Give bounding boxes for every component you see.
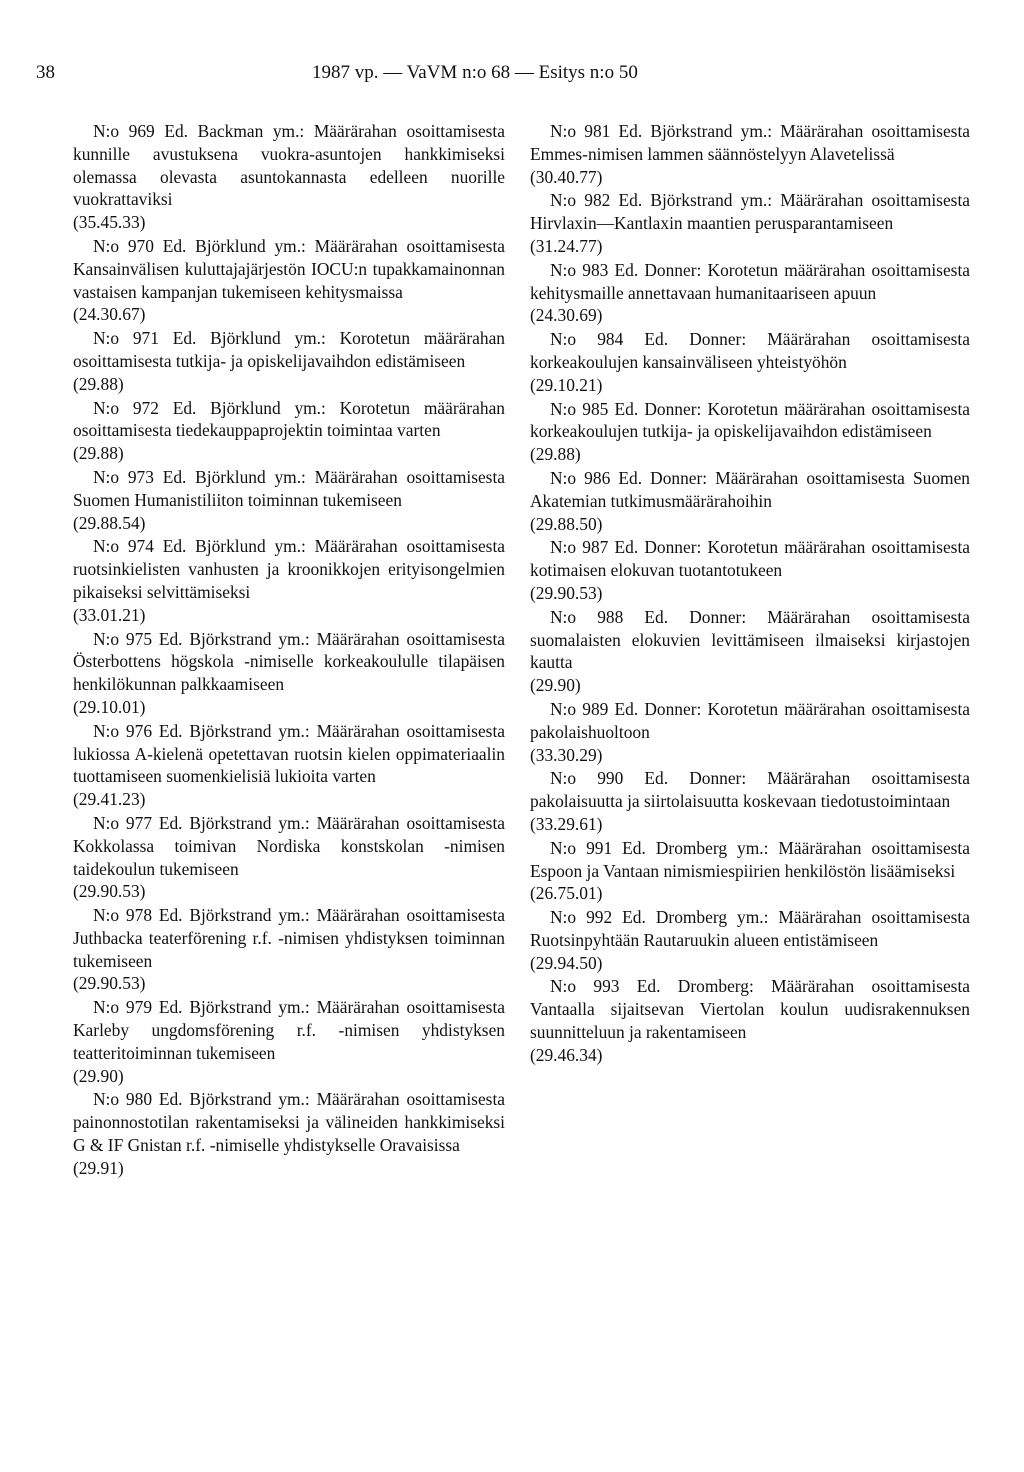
entry-budget-code: (29.90)	[73, 1065, 124, 1086]
entry-971	[73, 327, 505, 395]
entry-975	[73, 628, 505, 719]
entry-974	[73, 535, 505, 626]
page-header	[36, 62, 736, 92]
entry-description: N:o 972 Ed. Björklund ym.: Korotetun määrärahan osoittamisesta tiedekauppaprojektin toimintaa varten	[73, 397, 505, 441]
entry-budget-code: (29.10.21)	[530, 374, 603, 395]
entry-budget-code: (29.88)	[73, 373, 124, 394]
entry-description: N:o 993 Ed. Dromberg: Määrärahan osoittamisesta Vantaalla sijaitsevan Viertolan koulun uudisrakennuksen suunnitteluun ja rakentamiseen	[530, 976, 970, 1043]
entry-989	[530, 698, 970, 766]
entry-992	[530, 906, 970, 974]
entry-988	[530, 606, 970, 697]
entry-969	[73, 120, 505, 234]
entry-description: N:o 989 Ed. Donner: Korotetun määrärahan osoittamisesta pakolaishuoltoon	[530, 698, 970, 742]
entry-budget-code: (29.88)	[530, 444, 581, 465]
entry-description: N:o 978 Ed. Björkstrand ym.: Määrärahan osoittamisesta Juthbacka teaterförening r.f. -nimisen yhdistyksen toiminnan tukemiseen	[73, 905, 505, 971]
left-column	[73, 120, 505, 1181]
entry-budget-code: (29.90.53)	[73, 881, 146, 902]
entry-description: N:o 981 Ed. Björkstrand ym.: Määrärahan osoittamisesta Emmes-nimisen lammen säännöstelyyn Alavetelissä	[530, 121, 970, 164]
entry-budget-code: (31.24.77)	[530, 235, 603, 256]
entry-993	[530, 975, 970, 1066]
entry-979	[73, 996, 505, 1087]
entry-budget-code: (30.40.77)	[530, 166, 603, 187]
entry-972	[73, 397, 505, 465]
entry-description: N:o 984 Ed. Donner: Määrärahan osoittamisesta korkeakoulujen kansainväliseen yhteistyöhön	[530, 329, 970, 372]
entry-981	[530, 120, 970, 188]
entry-budget-code: (29.88.50)	[530, 513, 603, 534]
entry-budget-code: (29.46.34)	[530, 1044, 603, 1065]
entry-990	[530, 767, 970, 835]
entry-987	[530, 536, 970, 604]
entry-budget-code: (29.41.23)	[73, 789, 146, 810]
entry-description: N:o 986 Ed. Donner: Määrärahan osoittamisesta Suomen Akatemian tutkimusmäärärahoihin	[530, 467, 970, 511]
entry-description: N:o 976 Ed. Björkstrand ym.: Määrärahan osoittamisesta lukiossa A-kielenä opetettavan ruotsin kielen oppimateriaalin tuottamiseen suomenkielisiä lukioita varten	[73, 720, 505, 787]
entry-description: N:o 979 Ed. Björkstrand ym.: Määrärahan osoittamisesta Karleby ungdomsförening r.f. -nimisen yhdistyksen teatteritoiminnan tukemiseen	[73, 997, 505, 1063]
right-column	[530, 120, 970, 1068]
entry-description: N:o 973 Ed. Björklund ym.: Määrärahan osoittamisesta Suomen Humanistiliiton toiminnan tukemiseen	[73, 466, 505, 510]
entry-description: N:o 988 Ed. Donner: Määrärahan osoittamisesta suomalaisten elokuvien levittämiseen ilmaiseksi kirjastojen kautta	[530, 606, 970, 673]
entry-970	[73, 235, 505, 326]
entry-description: N:o 987 Ed. Donner: Korotetun määrärahan osoittamisesta kotimaisen elokuvan tuotantotukeen	[530, 537, 970, 581]
entry-973	[73, 466, 505, 534]
entry-budget-code: (29.88.54)	[73, 512, 146, 533]
entry-983	[530, 259, 970, 327]
running-title: 1987 vp. — VaVM n:o 68 — Esitys n:o 50	[312, 62, 638, 83]
entry-description: N:o 971 Ed. Björklund ym.: Korotetun määrärahan osoittamisesta tutkija- ja opiskelijavaihdon edistämiseen	[73, 328, 505, 371]
entry-budget-code: (29.10.01)	[73, 696, 146, 717]
entry-description: N:o 975 Ed. Björkstrand ym.: Määrärahan osoittamisesta Österbottens högskola -nimiselle korkeakoululle tilapäisen henkilökunnan palkkaamiseen	[73, 628, 505, 695]
entry-budget-code: (24.30.67)	[73, 304, 146, 325]
entry-description: N:o 983 Ed. Donner: Korotetun määrärahan osoittamisesta kehitysmaille annettavaan humanitaariseen apuun	[530, 259, 970, 303]
entry-description: N:o 992 Ed. Dromberg ym.: Määrärahan osoittamisesta Ruotsinpyhtään Rautaruukin alueen entistämiseen	[530, 907, 970, 950]
entry-budget-code: (29.90)	[530, 675, 581, 696]
entry-budget-code: (29.91)	[73, 1157, 124, 1178]
entry-description: N:o 990 Ed. Donner: Määrärahan osoittamisesta pakolaisuutta ja siirtolaisuutta koskevaan tiedotustoimintaan	[530, 768, 970, 812]
entry-description: N:o 974 Ed. Björklund ym.: Määrärahan osoittamisesta ruotsinkielisten vanhusten ja kroonikkojen erityisongelmien pikaiseksi selvittämiseksi	[73, 536, 505, 602]
entry-description: N:o 991 Ed. Dromberg ym.: Määrärahan osoittamisesta Espoon ja Vantaan nimismiespiirien henkilöstön lisäämiseksi	[530, 837, 970, 881]
entry-budget-code: (35.45.33)	[73, 212, 146, 233]
entry-985	[530, 398, 970, 466]
page-number: 38	[36, 62, 55, 83]
entry-description: N:o 985 Ed. Donner: Korotetun määrärahan osoittamisesta korkeakoulujen tutkija- ja opiskelijavaihdon edistämiseen	[530, 398, 970, 442]
entry-budget-code: (33.30.29)	[530, 744, 603, 765]
entry-980	[73, 1088, 505, 1179]
entry-budget-code: (29.90.53)	[73, 973, 146, 994]
entry-991	[530, 837, 970, 905]
entry-budget-code: (29.94.50)	[530, 952, 603, 973]
entry-budget-code: (24.30.69)	[530, 305, 603, 326]
entry-986	[530, 467, 970, 535]
entry-977	[73, 812, 505, 903]
entry-budget-code: (33.29.61)	[530, 813, 603, 834]
entry-description: N:o 977 Ed. Björkstrand ym.: Määrärahan osoittamisesta Kokkolassa toimivan Nordiska konstskolan -nimisen taidekoulun tukemiseen	[73, 812, 505, 879]
entry-budget-code: (29.88)	[73, 443, 124, 464]
entry-budget-code: (26.75.01)	[530, 883, 603, 904]
entry-984	[530, 328, 970, 396]
entry-budget-code: (33.01.21)	[73, 604, 146, 625]
entry-978	[73, 904, 505, 995]
entry-982	[530, 189, 970, 257]
entry-976	[73, 720, 505, 811]
entry-description: N:o 970 Ed. Björklund ym.: Määrärahan osoittamisesta Kansainvälisen kuluttajajärjestön IOCU:n tupakkamainonnan vastaisen kampanjan tukemiseen kehitysmaissa	[73, 235, 505, 302]
entry-description: N:o 980 Ed. Björkstrand ym.: Määrärahan osoittamisesta painonnostotilan rakentamiseksi ja välineiden hankkimiseksi G & IF Gnistan r.f. -nimiselle yhdistykselle Oravaisissa	[73, 1089, 505, 1156]
entry-description: N:o 982 Ed. Björkstrand ym.: Määrärahan osoittamisesta Hirvlaxin—Kantlaxin maantien perusparantamiseen	[530, 190, 970, 234]
entry-budget-code: (29.90.53)	[530, 582, 603, 603]
entry-description: N:o 969 Ed. Backman ym.: Määrärahan osoittamisesta kunnille avustuksena vuokra-asuntojen hankkimiseksi olemassa olevasta asuntokannasta edelleen nuorille vuokrattaviksi	[73, 121, 505, 210]
